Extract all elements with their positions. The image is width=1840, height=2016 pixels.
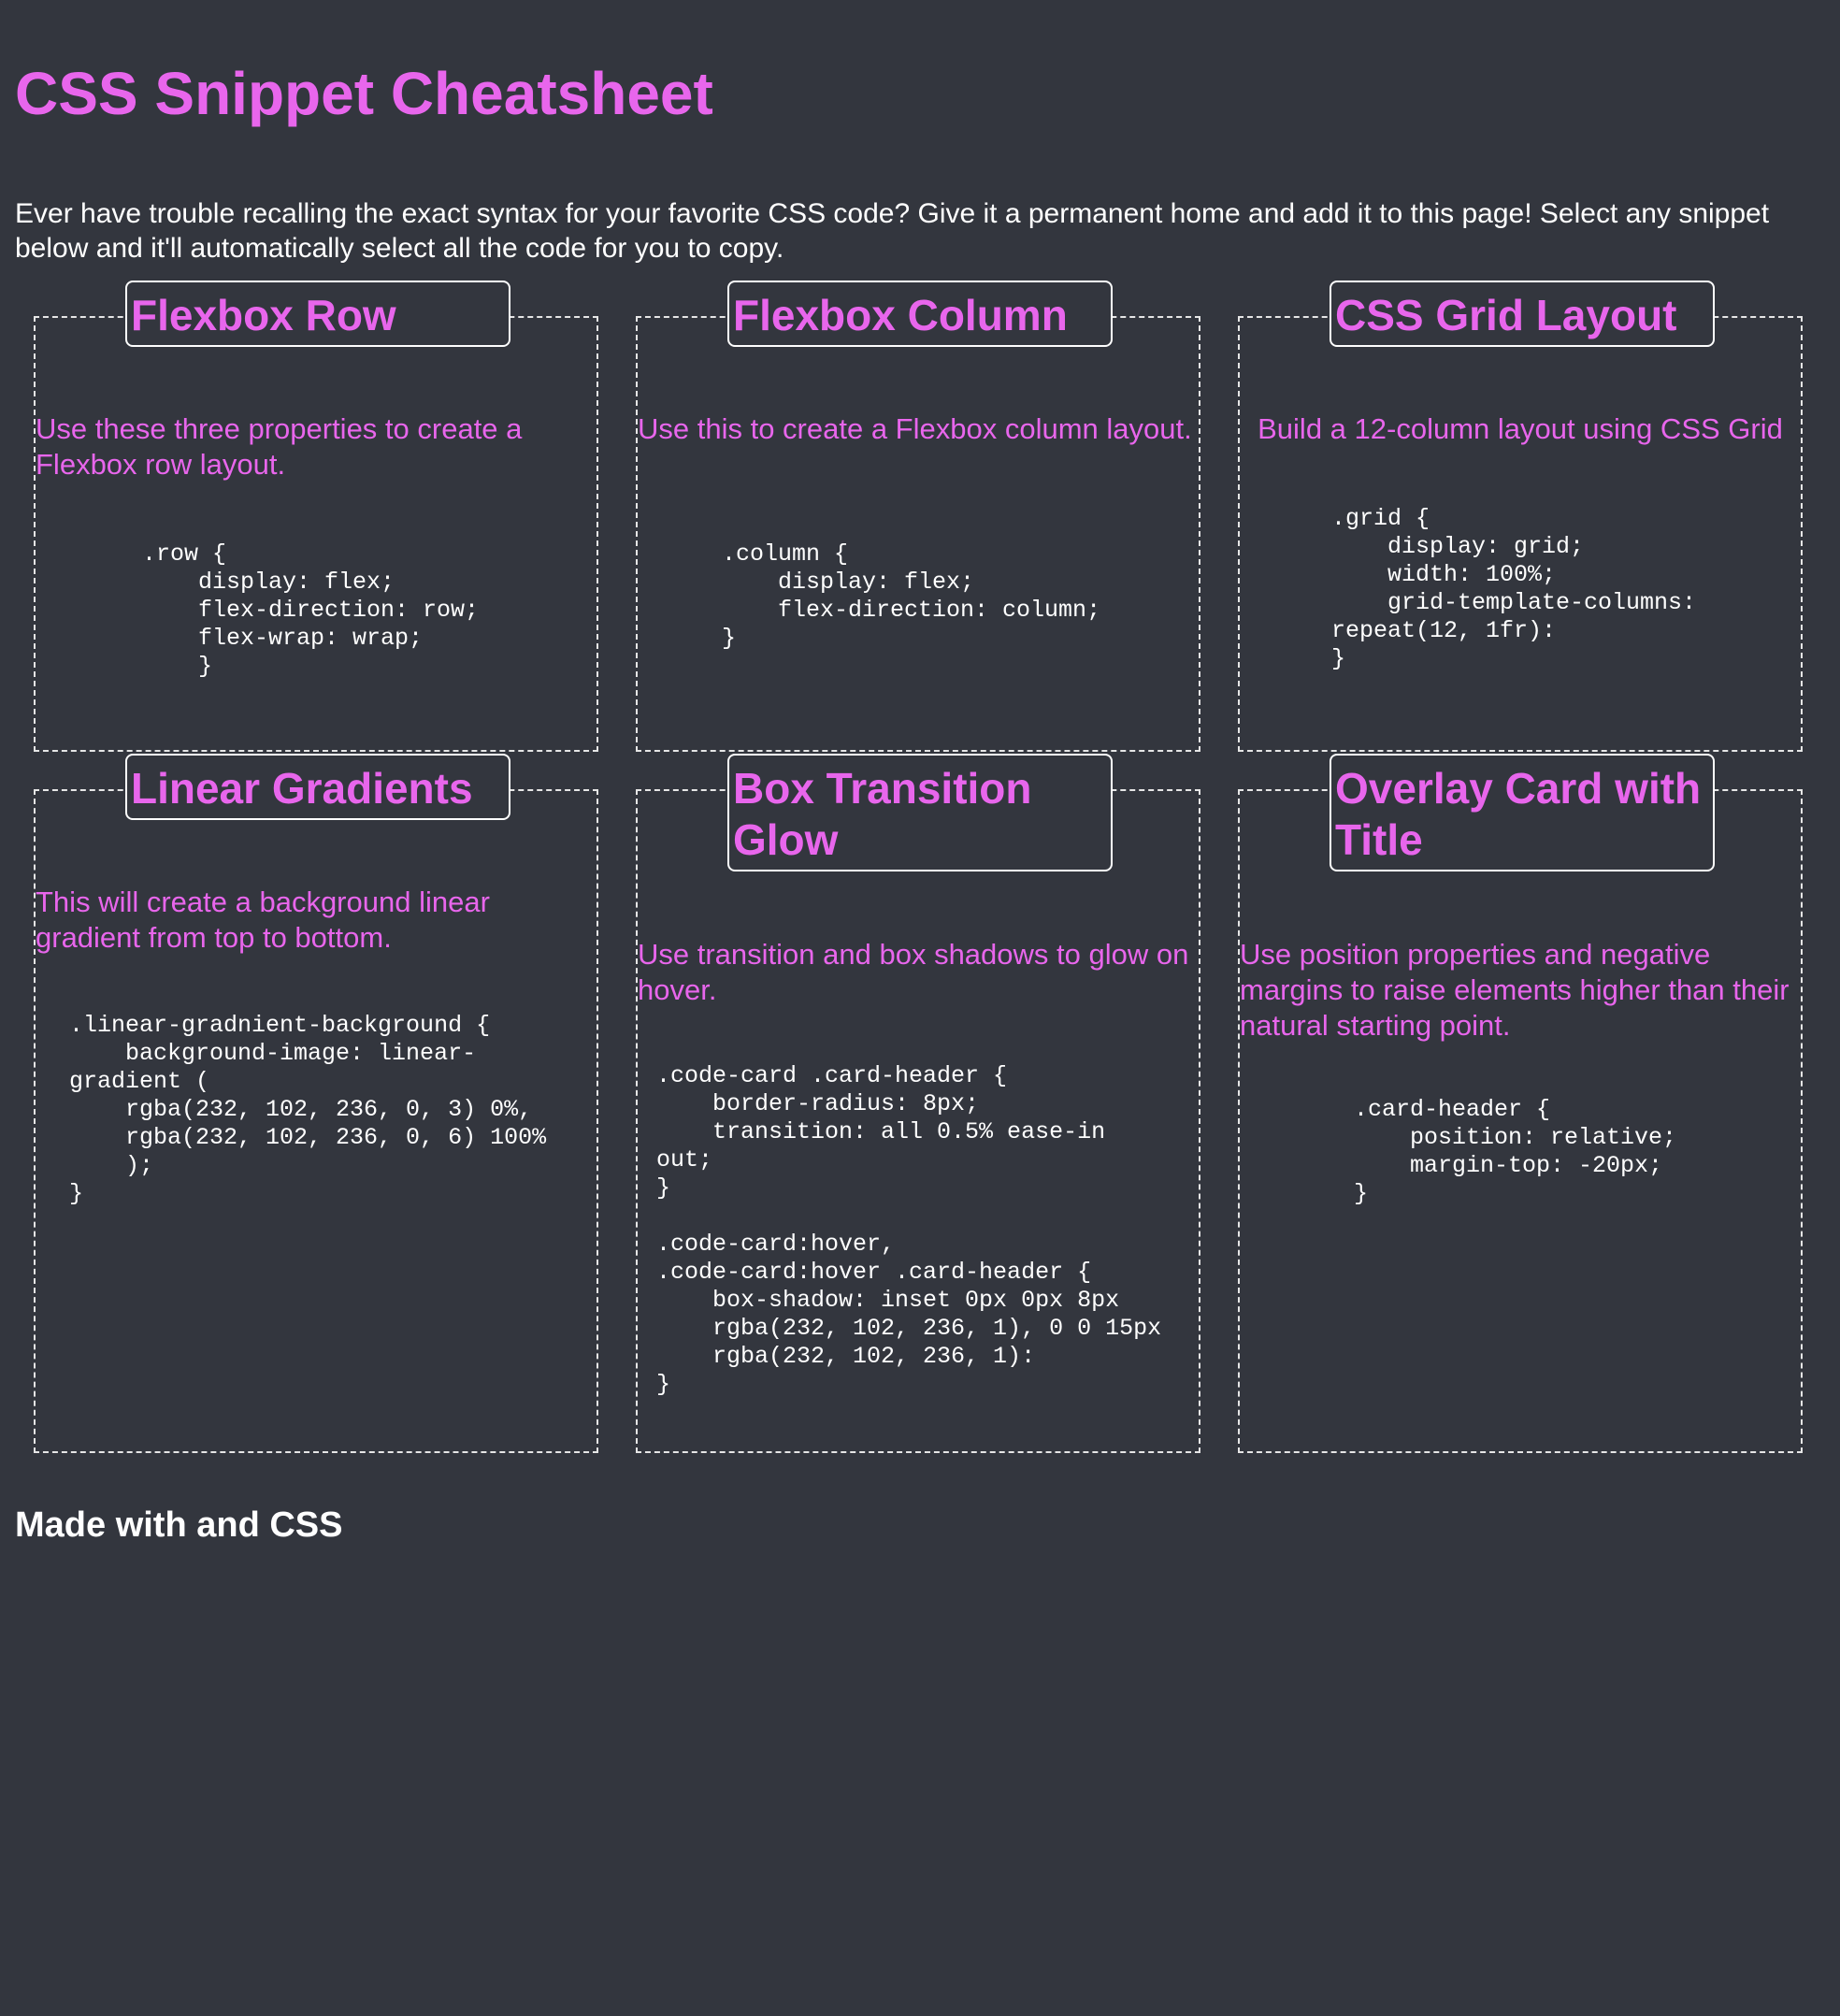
snippet-card-flexbox-row[interactable] — [34, 291, 598, 752]
intro-text: Ever have trouble recalling the exact syntax for your favorite CSS code? Give it a permanent home and add it to this page! Select any snippet below and it'll automatically select all the code for you to copy. — [15, 198, 1770, 264]
code-snippet[interactable]: .linear-gradnient-background { background-image: linear- gradient ( rgba(232, 102, 236, 0, 3) 0%, rgba(232, 102, 236, 0, 6) 100% ); } — [69, 1012, 547, 1207]
snippet-card-overlay-card-with-title[interactable] — [1238, 764, 1803, 1453]
card-header: Flexbox Column — [727, 281, 1113, 347]
card-description: Use these three properties to create a Flexbox row layout. — [36, 412, 523, 481]
snippet-card-linear-gradients[interactable] — [34, 764, 598, 1453]
snippet-card-box-transition-glow[interactable] — [636, 764, 1200, 1453]
card-header: Flexbox Row — [125, 281, 510, 347]
card-description: Build a 12-column layout using CSS Grid — [1258, 412, 1783, 445]
card-header: Linear Gradients — [125, 754, 510, 820]
code-snippet[interactable]: .grid { display: grid; width: 100%; grid-template-columns: repeat(12, 1fr): } — [1331, 505, 1697, 672]
card-description: Use transition and box shadows to glow on hover. — [638, 938, 1189, 1006]
footer-text: Made with and CSS — [15, 1505, 343, 1545]
code-snippet[interactable]: .card-header { position: relative; margin-top: -20px; } — [1354, 1096, 1677, 1207]
snippet-card-flexbox-column[interactable] — [636, 291, 1200, 752]
code-snippet[interactable]: .column { display: flex; flex-direction: column; } — [722, 540, 1101, 652]
card-description: Use position properties and negative margins to raise elements higher than their natural starting point. — [1240, 938, 1790, 1042]
code-snippet[interactable]: .row { display: flex; flex-direction: row; flex-wrap: wrap; } — [142, 540, 480, 680]
card-description: This will create a background linear gradient from top to bottom. — [36, 886, 490, 954]
card-header: CSS Grid Layout — [1330, 281, 1715, 347]
page-title: CSS Snippet Cheatsheet — [15, 60, 713, 127]
card-header: Overlay Card with Title — [1330, 754, 1715, 871]
snippet-card-css-grid-layout[interactable] — [1238, 291, 1803, 752]
code-snippet[interactable]: .code-card .card-header { border-radius: 8px; transition: all 0.5% ease-in out; } .code-card:hover, .code-card:hover .card-header { box-shadow: inset 0px 0px 8px rgba(232, 102, 236, 1), 0 0 15px rgba(232, 102, 236, 1): } — [656, 1062, 1162, 1398]
card-header: Box Transition Glow — [727, 754, 1113, 871]
card-description: Use this to create a Flexbox column layout. — [638, 412, 1192, 445]
